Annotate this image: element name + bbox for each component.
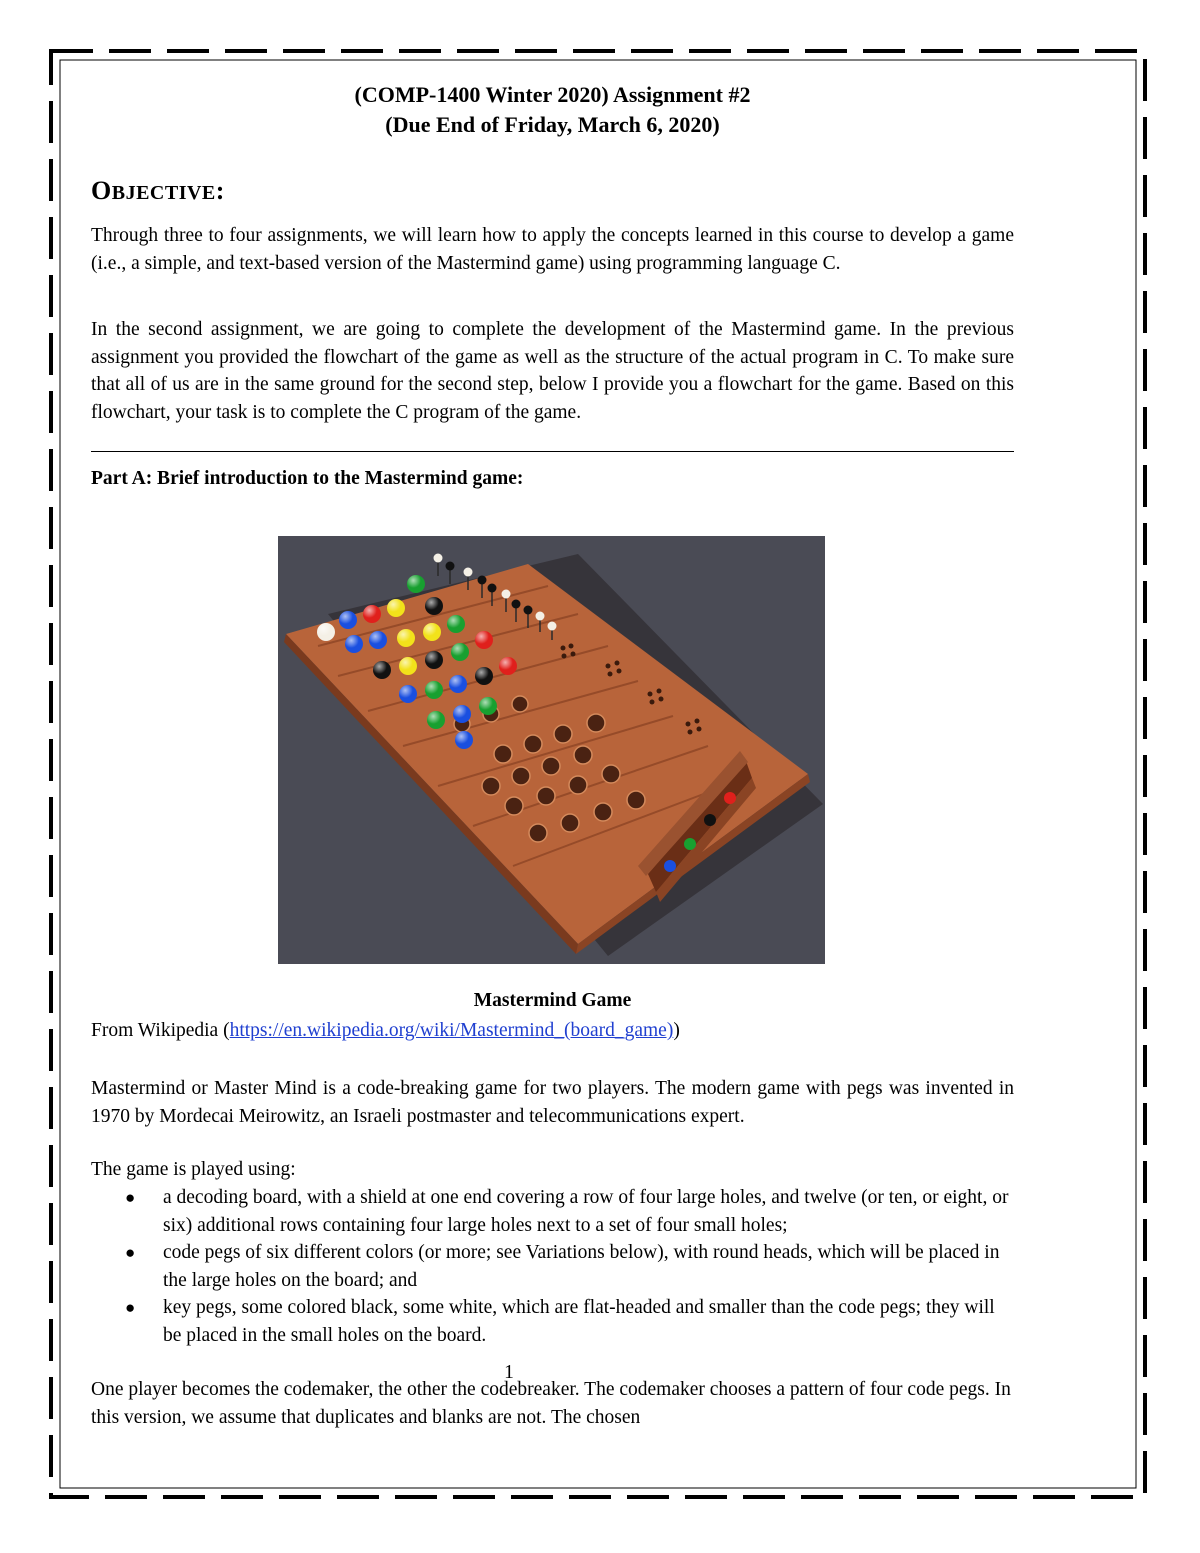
assignment-title: (COMP-1400 Winter 2020) Assignment #2 [354,82,751,107]
figure-caption: Mastermind Game [473,990,632,1011]
objective-paragraph-2: In the second assignment, we are going to complete the development of the Mastermind game. In the previous assignment you provided the flowchart of the game as well as the structure of the actual program in C. To make sure that all of us are in the same ground for the second step, below I provide you a flowchart for the game. Based on this flowchart, your task is to complete the C program of the game. [91,319,1014,423]
bullet-icon: ● [125,1243,136,1262]
list-item: ● code pegs of six different colors (or more; see Variations below), with round heads, which will be placed in the large holes on the board; and [91,1239,1013,1294]
mastermind-board-photo [278,536,825,964]
list-item: ● a decoding board, with a shield at one end covering a row of four large holes, and twelve (or ten, or eight, or six) additional rows containing four large holes next to a set of four small holes; [91,1184,1013,1239]
list-item: ● key pegs, some colored black, some white, which are flat-headed and smaller than the code pegs; they will be placed in the small holes on the board. [91,1294,1013,1349]
source-attribution: From Wikipedia (https://en.wikipedia.org/wiki/Mastermind_(board_game)) [91,1020,680,1041]
objective-paragraph-1: Through three to four assignments, we will learn how to apply the concepts learned in this course to develop a game (i.e., a simple, and text-based version of the Mastermind game) using programming language C. [91,225,1014,274]
page-number: 1 [504,1362,514,1383]
mastermind-intro: Mastermind or Master Mind is a code-breaking game for two players. The modern game with pegs was invented in 1970 by Mordecai Meirowitz, an Israeli postmaster and telecommunications expert. [91,1078,1014,1127]
played-using-label: The game is played using: [91,1159,296,1180]
equipment-list [91,1184,1014,1349]
section-divider [91,451,1014,452]
due-date: (Due End of Friday, March 6, 2020) [385,112,720,137]
bullet-icon: ● [125,1188,136,1207]
part-a-heading: Part A: Brief introduction to the Mastermind game: [91,468,524,489]
objective-heading: OBJECTIVE: [91,176,225,205]
wikipedia-link[interactable]: https://en.wikipedia.org/wiki/Mastermind_(board_game) [229,1020,674,1041]
closing-paragraph: One player becomes the codemaker, the other the codebreaker. The codemaker chooses a pattern of four code pegs. In this version, we assume that duplicates and blanks are not. The chosen [91,1379,1011,1428]
bullet-icon: ● [125,1298,136,1317]
